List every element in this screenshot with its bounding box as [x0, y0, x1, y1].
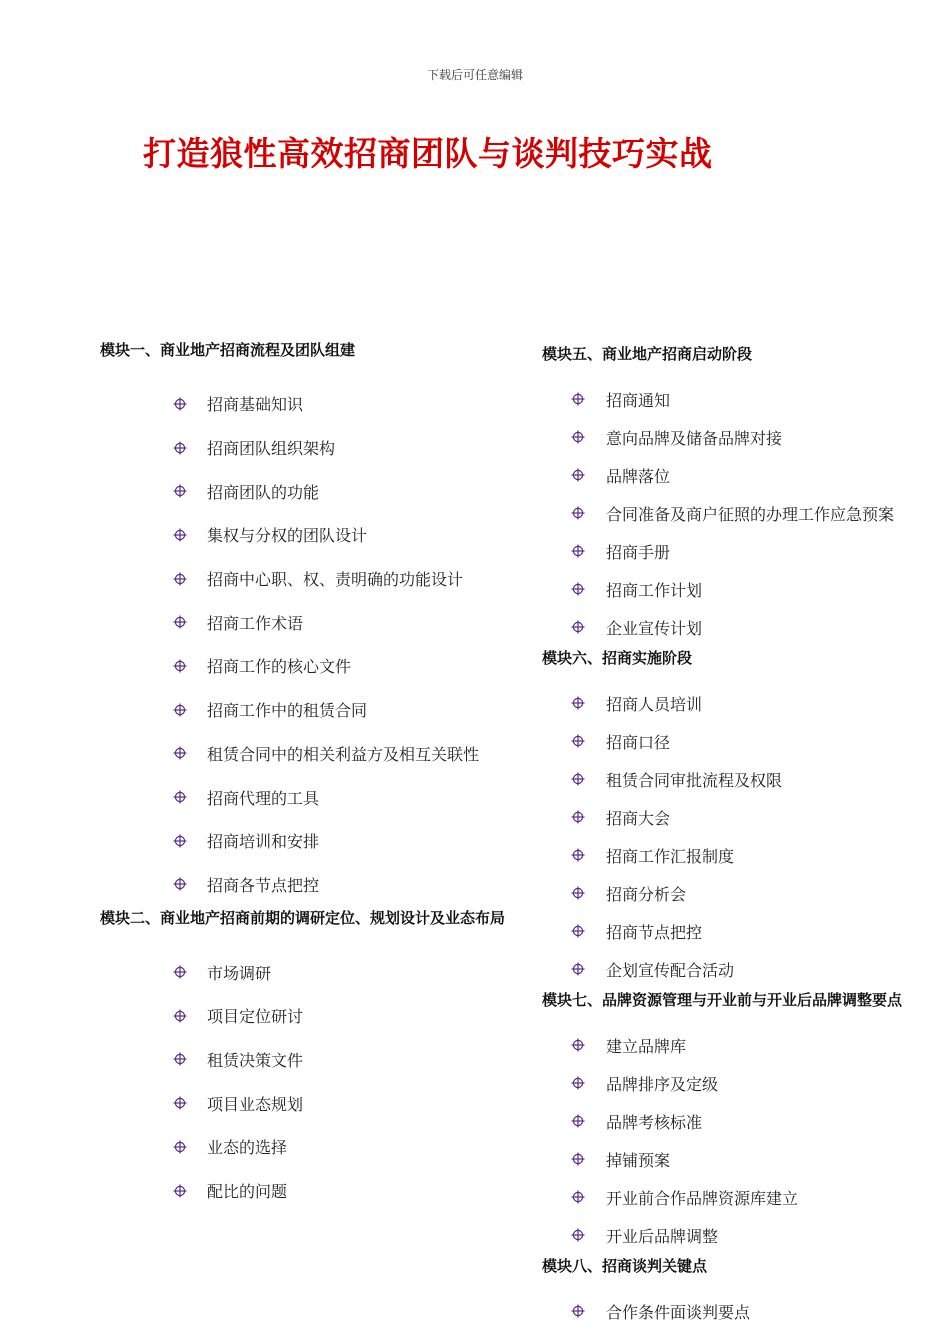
cross-circle-icon [571, 886, 585, 900]
list-item [100, 732, 535, 776]
list-item [542, 1064, 942, 1102]
list-item [100, 1081, 535, 1125]
list-item-label: 招商团队组织架构 [207, 439, 336, 459]
cross-circle-icon [571, 848, 585, 862]
left-column [100, 338, 535, 1212]
list-item-label: 租赁合同中的相关利益方及相互关联性 [207, 744, 480, 764]
module-item-list [100, 950, 535, 1212]
list-item [542, 1216, 942, 1254]
list-item [100, 775, 535, 819]
cross-circle-icon [173, 1140, 187, 1154]
list-item-label: 合同准备及商户征照的办理工作应急预案 [606, 504, 895, 524]
cross-circle-icon [173, 965, 187, 979]
cross-circle-icon [571, 544, 585, 558]
list-item [100, 469, 535, 513]
list-item-label: 品牌排序及定级 [606, 1074, 719, 1094]
module-heading: 模块六、招商实施阶段 [542, 649, 693, 667]
list-item [542, 380, 942, 418]
list-item-label: 招商基础知识 [207, 395, 304, 415]
list-item [100, 688, 535, 732]
list-item [542, 532, 942, 570]
list-item-label: 项目业态规划 [207, 1094, 304, 1114]
list-item-label: 品牌落位 [606, 466, 671, 486]
list-item [100, 950, 535, 994]
list-item-label: 开业后品牌调整 [606, 1226, 719, 1246]
list-item [542, 608, 942, 646]
cross-circle-icon [173, 615, 187, 629]
cross-circle-icon [571, 734, 585, 748]
list-item [542, 760, 942, 798]
cross-circle-icon [173, 1184, 187, 1198]
cross-circle-icon [173, 1052, 187, 1066]
list-item [100, 513, 535, 557]
list-item [100, 600, 535, 644]
list-item-label: 意向品牌及储备品牌对接 [606, 428, 783, 448]
module-item-list [542, 380, 942, 646]
cross-circle-icon [571, 620, 585, 634]
list-item [100, 1169, 535, 1213]
page-title: 打造狼性高效招商团队与谈判技巧实战 [143, 134, 713, 173]
cross-circle-icon [173, 441, 187, 455]
cross-circle-icon [173, 484, 187, 498]
cross-circle-icon [571, 810, 585, 824]
list-item [100, 819, 535, 863]
cross-circle-icon [173, 790, 187, 804]
list-item [100, 426, 535, 470]
list-item [100, 644, 535, 688]
cross-circle-icon [173, 659, 187, 673]
list-item [542, 798, 942, 836]
cross-circle-icon [173, 528, 187, 542]
list-item-label: 招商工作的核心文件 [207, 657, 352, 677]
cross-circle-icon [571, 1190, 585, 1204]
list-item-label: 招商工作中的租赁合同 [207, 701, 368, 721]
cross-circle-icon [173, 1009, 187, 1023]
list-item-label: 招商代理的工具 [207, 788, 320, 808]
list-item-label: 掉铺预案 [606, 1150, 671, 1170]
module-item-list [100, 382, 535, 906]
cross-circle-icon [571, 468, 585, 482]
cross-circle-icon [571, 1228, 585, 1242]
list-item [100, 1038, 535, 1082]
list-item [542, 1102, 942, 1140]
list-item-label: 品牌考核标准 [606, 1112, 703, 1132]
list-item [542, 1026, 942, 1064]
list-item-label: 企业宣传计划 [606, 618, 703, 638]
cross-circle-icon [173, 877, 187, 891]
cross-circle-icon [571, 962, 585, 976]
cross-circle-icon [173, 834, 187, 848]
cross-circle-icon [571, 430, 585, 444]
list-item [542, 570, 942, 608]
module-heading: 模块一、商业地产招商流程及团队组建 [100, 341, 356, 359]
list-item-label: 业态的选择 [207, 1138, 288, 1158]
module-heading: 模块八、招商谈判关键点 [542, 1257, 708, 1275]
cross-circle-icon [173, 703, 187, 717]
list-item [542, 684, 942, 722]
list-item [542, 1292, 942, 1330]
cross-circle-icon [571, 392, 585, 406]
list-item-label: 配比的问题 [207, 1182, 288, 1202]
list-item-label: 集权与分权的团队设计 [207, 526, 368, 546]
list-item-label: 项目定位研讨 [207, 1007, 304, 1027]
list-item [542, 874, 942, 912]
right-column [542, 342, 942, 1330]
list-item [542, 418, 942, 456]
list-item [100, 382, 535, 426]
list-item [100, 1125, 535, 1169]
list-item-label: 招商人员培训 [606, 694, 703, 714]
list-item [542, 950, 942, 988]
cross-circle-icon [173, 572, 187, 586]
list-item [542, 722, 942, 760]
header-note: 下载后可任意编辑 [426, 68, 523, 82]
cross-circle-icon [571, 696, 585, 710]
module-item-list [542, 1026, 942, 1254]
list-item [100, 994, 535, 1038]
cross-circle-icon [173, 1096, 187, 1110]
list-item-label: 市场调研 [207, 963, 272, 983]
module-heading: 模块二、商业地产招商前期的调研定位、规划设计及业态布局 [100, 909, 506, 928]
list-item-label: 建立品牌库 [606, 1036, 687, 1056]
list-item [100, 863, 535, 907]
cross-circle-icon [571, 772, 585, 786]
cross-circle-icon [173, 746, 187, 760]
list-item-label: 开业前合作品牌资源库建立 [606, 1188, 799, 1208]
list-item-label: 招商大会 [606, 808, 671, 828]
list-item [542, 456, 942, 494]
list-item-label: 招商分析会 [606, 884, 687, 904]
list-item-label: 招商口径 [606, 732, 671, 752]
list-item-label: 租赁决策文件 [207, 1050, 304, 1070]
module-heading: 模块七、品牌资源管理与开业前与开业后品牌调整要点 [542, 991, 903, 1009]
list-item-label: 招商培训和安排 [207, 832, 320, 852]
cross-circle-icon [571, 924, 585, 938]
cross-circle-icon [571, 506, 585, 520]
list-item [542, 836, 942, 874]
list-item-label: 招商工作计划 [606, 580, 703, 600]
cross-circle-icon [571, 582, 585, 596]
list-item-label: 招商各节点把控 [207, 875, 320, 895]
list-item [100, 557, 535, 601]
cross-circle-icon [571, 1038, 585, 1052]
cross-circle-icon [173, 397, 187, 411]
list-item-label: 租赁合同审批流程及权限 [606, 770, 783, 790]
list-item-label: 招商工作汇报制度 [606, 846, 735, 866]
list-item-label: 招商通知 [606, 390, 671, 410]
list-item-label: 招商节点把控 [606, 922, 703, 942]
list-item [542, 912, 942, 950]
cross-circle-icon [571, 1152, 585, 1166]
module-item-list [542, 684, 942, 988]
list-item-label: 招商工作术语 [207, 613, 304, 633]
cross-circle-icon [571, 1304, 585, 1318]
module-item-list [542, 1292, 942, 1330]
list-item [542, 494, 942, 532]
cross-circle-icon [571, 1114, 585, 1128]
list-item-label: 企划宣传配合活动 [606, 960, 735, 980]
list-item-label: 招商手册 [606, 542, 671, 562]
list-item-label: 招商团队的功能 [207, 482, 320, 502]
list-item-label: 合作条件面谈判要点 [606, 1302, 751, 1322]
list-item [542, 1178, 942, 1216]
cross-circle-icon [571, 1076, 585, 1090]
module-heading: 模块五、商业地产招商启动阶段 [542, 345, 753, 363]
list-item-label: 招商中心职、权、责明确的功能设计 [207, 570, 464, 590]
list-item [542, 1140, 942, 1178]
